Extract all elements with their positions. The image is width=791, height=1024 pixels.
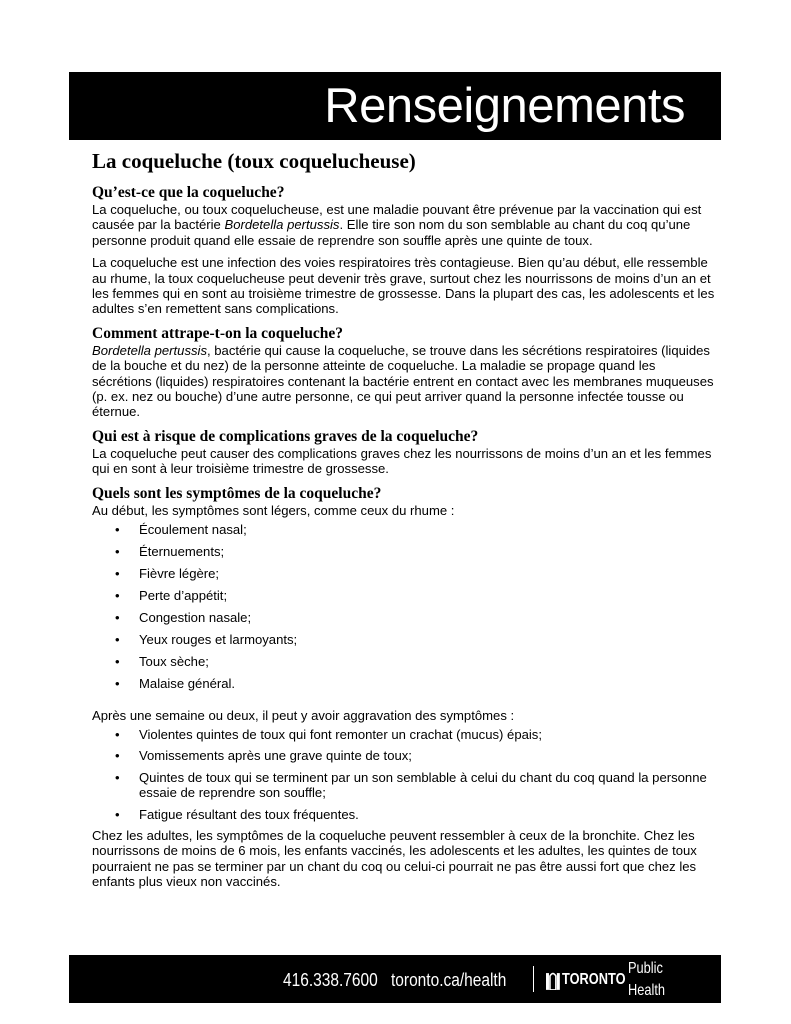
- list-item: • Malaise général.: [115, 676, 717, 691]
- section-transmission: [92, 325, 717, 420]
- paragraph: Chez les adultes, les symptômes de la coqueluche peuvent ressembler à ceux de la bronchite. Chez les nourrissons de moins de 6 mois, les enfants vaccinés, les adolescents et les adultes, les quintes de toux pourraient ne pas se terminer par un chant du coq ou celui-ci pourrait ne pas être aussi fort que chez les enfants plus vieux non vaccinés.: [92, 827, 697, 890]
- list-item: • Fatigue résultant des toux fréquentes.: [115, 807, 717, 822]
- footer-divider: [533, 966, 534, 992]
- section-heading: Qui est à risque de complications graves de la coqueluche?: [92, 427, 479, 445]
- later-symptoms-list: [92, 727, 717, 822]
- section-risk: [92, 428, 717, 477]
- list-item: • Quintes de toux qui se terminent par un son semblable à celui du chant du coq quand la personne essaie de reprendre son souffle;: [115, 770, 717, 801]
- document-title: La coqueluche (toux coquelucheuse): [92, 149, 416, 173]
- list-item: • Violentes quintes de toux qui font remonter un crachat (mucus) épais;: [115, 727, 717, 742]
- list-item: • Yeux rouges et larmoyants;: [115, 632, 717, 647]
- section-what-is: [92, 184, 717, 317]
- section-heading: Qu’est-ce que la coqueluche?: [92, 184, 285, 201]
- header-title: Renseignements: [324, 79, 685, 133]
- paragraph: Au début, les symptômes sont légers, comme ceux du rhume :: [92, 502, 455, 518]
- header-banner: [69, 72, 721, 140]
- document-body: [92, 148, 717, 890]
- logo-wordmark: TORONTO: [561, 971, 626, 988]
- section-heading: Quels sont les symptômes de la coqueluche?: [92, 484, 382, 502]
- early-symptoms-list: [92, 522, 717, 691]
- list-item: • Écoulement nasal;: [115, 522, 717, 537]
- footer-phone: 416.338.7600: [283, 970, 378, 990]
- section-symptoms: [92, 485, 717, 890]
- paragraph: Bordetella pertussis, bactérie qui cause la coqueluche, se trouve dans les sécrétions respiratoires (liquides de la bouche et du nez) de la personne atteinte de coqueluche. La maladie se propage quand les sécrétions (liquides) respiratoires contenant la bactérie entrent en contact avec les membranes muqueuses (p. ex. nez ou bouche) d’une autre personne, ce qui peut arriver quand la personne infectée tousse ou éternue.: [92, 342, 714, 420]
- list-item: • Éternuements;: [115, 544, 717, 559]
- footer-url: toronto.ca/health: [391, 970, 507, 990]
- toronto-public-health-logo: [546, 960, 721, 999]
- paragraph: La coqueluche, ou toux coquelucheuse, est une maladie pouvant être prévenue par la vaccination qui est causée par la bactérie Bordetella pertussis. Elle tire son nom du son semblable au chant du coq qu’une personne produit quand elle essaie de reprendre son souffle après une quinte de toux.: [92, 202, 702, 248]
- logo-subtitle: Public Health: [627, 960, 665, 999]
- footer-banner: [69, 955, 721, 1003]
- list-item: • Vomissements après une grave quinte de toux;: [115, 748, 717, 763]
- city-hall-icon: [546, 970, 560, 990]
- list-item: • Congestion nasale;: [115, 610, 717, 625]
- paragraph: La coqueluche est une infection des voies respiratoires très contagieuse. Bien qu’au début, elle ressemble au rhume, la toux coquelucheuse peut devenir très grave, surtout chez les nourrissons de moins d’un an et les femmes qui en sont au troisième trimestre de grossesse. Dans la plupart des cas, les adolescents et les adultes s’en remettent sans complications.: [92, 255, 715, 317]
- section-heading: Comment attrape-t-on la coqueluche?: [92, 324, 343, 342]
- list-item: • Toux sèche;: [115, 654, 717, 669]
- paragraph: Après une semaine ou deux, il peut y avoir aggravation des symptômes :: [92, 707, 515, 723]
- paragraph: La coqueluche peut causer des complications graves chez les nourrissons de moins d’un an et les femmes qui en sont à leur troisième trimestre de grossesse.: [92, 445, 712, 477]
- list-item: • Fièvre légère;: [115, 566, 717, 581]
- list-item: • Perte d’appétit;: [115, 588, 717, 603]
